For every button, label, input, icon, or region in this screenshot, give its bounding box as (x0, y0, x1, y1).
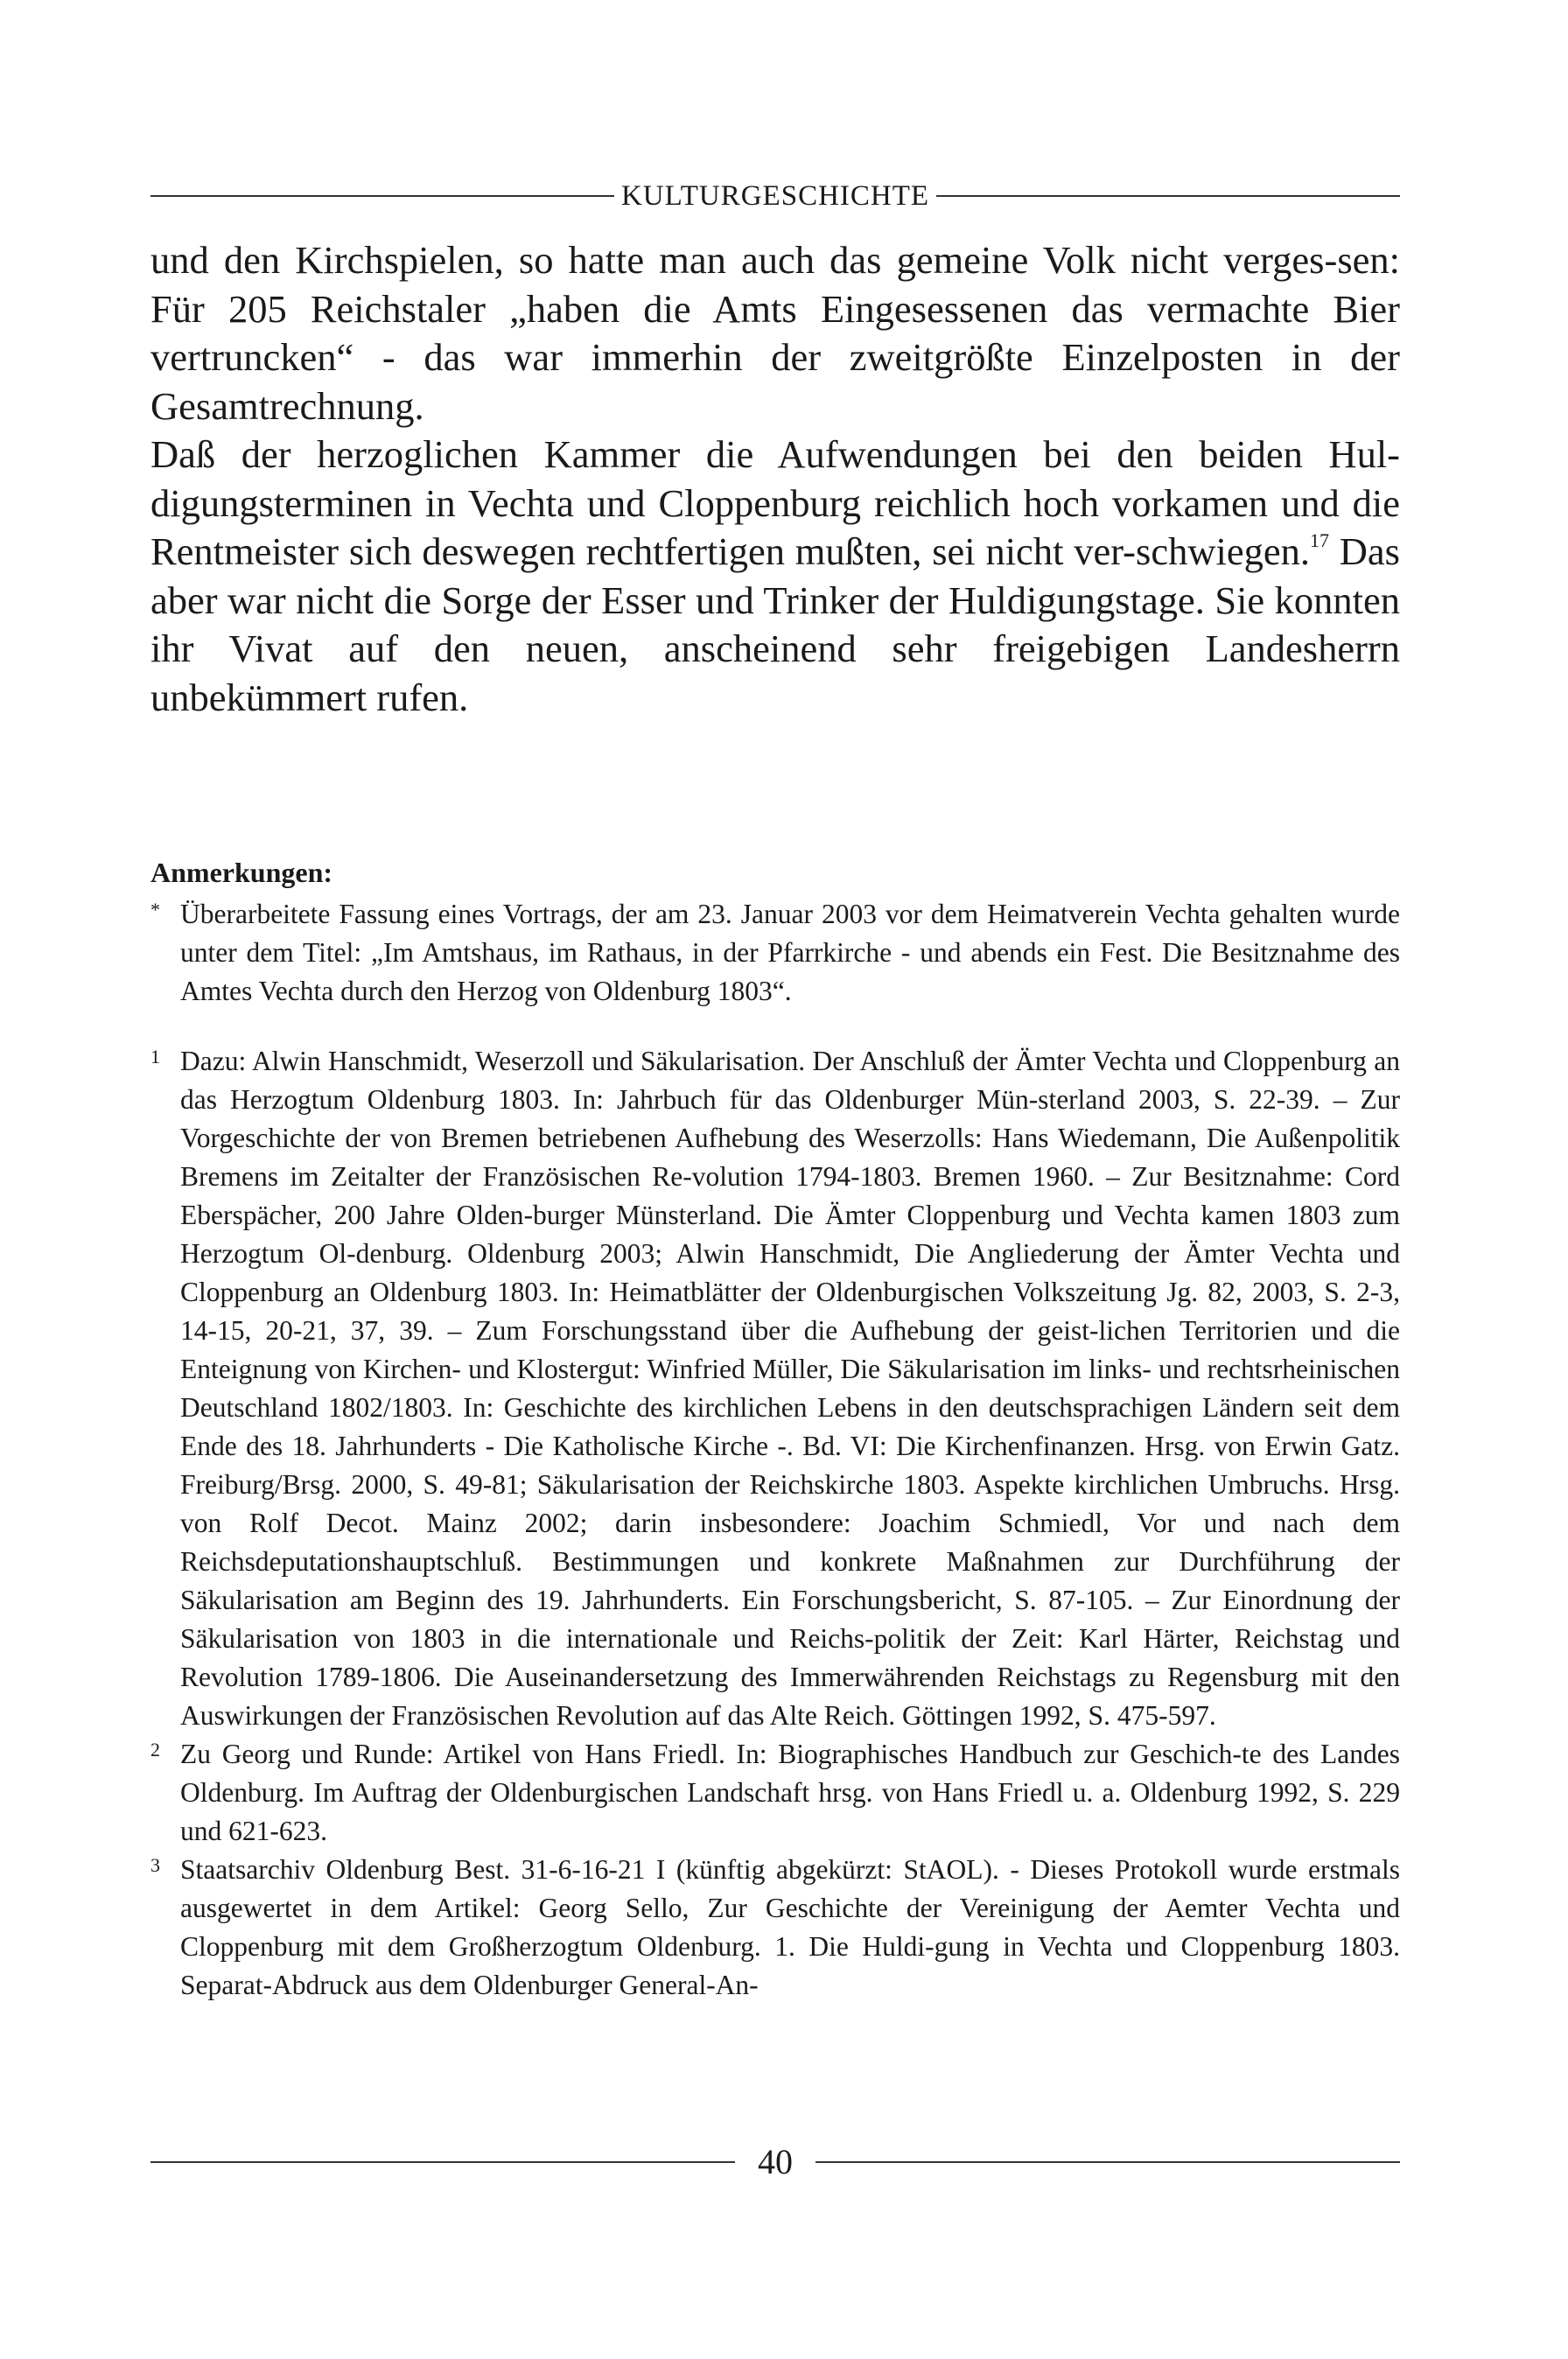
footer-rule-right (816, 2161, 1400, 2163)
note-item-1 (150, 1042, 1400, 1735)
header-rule-right (936, 195, 1400, 197)
body-paragraph-2 (150, 430, 1400, 722)
header-rule-left (150, 195, 614, 197)
note-marker: * (150, 899, 160, 920)
note-text: Zu Georg und Runde: Artikel von Hans Friedl. In: Biographisches Handbuch zur Geschich-te des Landes Oldenburg. Im Auftrag der Oldenburgischen Landschaft hrsg. von Hans Friedl u. a. Oldenburg 1992, S. 229 und 621-623. (180, 1739, 1400, 1846)
main-text (150, 236, 1400, 722)
body-paragraph-2-start: Daß der herzoglichen Kammer die Aufwendungen bei den beiden Hul-digungsterminen in Vechta und Cloppenburg reichlich hoch vorkamen und die Rentmeister sich deswegen rechtfertigen mußten, sei nicht ver-schwiegen. (150, 432, 1400, 573)
notes-heading: Anmerkungen: (150, 857, 333, 888)
running-header (150, 177, 1400, 215)
notes-section (150, 853, 1400, 2005)
body-paragraph-1: und den Kirchspielen, so hatte man auch das gemeine Volk nicht verges-sen: Für 205 Reichstaler „haben die Amts Eingesessenen das vermachte Bier vertruncken“ - das war immerhin der zweitgrößte Einzelposten in der Gesamtrechnung. (150, 238, 1400, 428)
note-marker: 2 (150, 1739, 160, 1760)
note-item-2 (150, 1735, 1400, 1851)
note-item-3 (150, 1851, 1400, 2005)
note-item-asterisk (150, 895, 1400, 1011)
note-text: Staatsarchiv Oldenburg Best. 31-6-16-21 I (künftig abgekürzt: StAOL). - Dieses Protokoll wurde erstmals ausgewertet in dem Artikel: Georg Sello, Zur Geschichte der Vereinigung der Aemter Vechta und Cloppenburg mit dem Großherzogtum Oldenburg. 1. Die Huldi-gung in Vechta und Cloppenburg 1803. Separat-Abdruck aus dem Oldenburger General-An- (180, 1854, 1400, 2000)
note-marker: 3 (150, 1854, 160, 1876)
footnote-reference-17: 17 (1309, 529, 1329, 551)
note-marker: 1 (150, 1046, 160, 1068)
page-footer (150, 2140, 1400, 2184)
page-number: 40 (758, 2142, 793, 2181)
note-text: Überarbeitete Fassung eines Vortrags, der am 23. Januar 2003 vor dem Heimatverein Vechta gehalten wurde unter dem Titel: „Im Amtshaus, im Rathaus, in der Pfarrkirche - und abends ein Fest. Die Besitznahme des Amtes Vechta durch den Herzog von Oldenburg 1803“. (180, 899, 1400, 1006)
footer-rule-left (150, 2161, 735, 2163)
body-paragraph-2-end: Das aber war nicht die Sorge der Esser und Trinker der Huldigungstage. Sie konnten ihr Vivat auf den neuen, anscheinend sehr freigebigen Landesherrn unbekümmert rufen. (150, 529, 1400, 719)
running-header-title: KULTURGESCHICHTE (620, 180, 930, 212)
note-text: Dazu: Alwin Hanschmidt, Weserzoll und Säkularisation. Der Anschluß der Ämter Vechta und Cloppenburg an das Herzogtum Oldenburg 1803. In: Jahrbuch für das Oldenburger Mün-sterland 2003, S. 22-39. – Zur Vorgeschichte der von Bremen betriebenen Aufhebung des Weserzolls: Hans Wiedemann, Die Außenpolitik Bremens im Zeitalter der Französischen Re-volution 1794-1803. Bremen 1960. – Zur Besitznahme: Cord Eberspächer, 200 Jahre Olden-burger Münsterland. Die Ämter Cloppenburg und Vechta kamen 1803 zum Herzogtum Ol-denburg. Oldenburg 2003; Alwin Hanschmidt, Die Angliederung der Ämter Vechta und Cloppenburg an Oldenburg 1803. In: Heimatblätter der Oldenburgischen Volkszeitung Jg. 82, 2003, S. 2-3, 14-15, 20-21, 37, 39. – Zum Forschungsstand über die Aufhebung der geist-lichen Territorien und die Enteignung von Kirchen- und Klostergut: Winfried Müller, Die Säkularisation im links- und rechtsrheinischen Deutschland 1802/1803. In: Geschichte des kirchlichen Lebens in den deutschsprachigen Ländern seit dem Ende des 18. Jahrhunderts - Die Katholische Kirche -. Bd. VI: Die Kirchenfinanzen. Hrsg. von Erwin Gatz. Freiburg/Brsg. 2000, S. 49-81; Säkularisation der Reichskirche 1803. Aspekte kirchlichen Umbruchs. Hrsg. von Rolf Decot. Mainz 2002; darin insbesondere: Joachim Schmiedl, Vor und nach dem Reichsdeputationshauptschluß. Bestimmungen und konkrete Maßnahmen zur Durchführung der Säkularisation am Beginn des 19. Jahrhunderts. Ein Forschungsbericht, S. 87-105. – Zur Einordnung der Säkularisation von 1803 in die internationale und Reichs-politik der Zeit: Karl Härter, Reichstag und Revolution 1789-1806. Die Auseinandersetzung des Immerwährenden Reichstags zu Regensburg mit den Auswirkungen der Französischen Revolution auf das Alte Reich. Göttingen 1992, S. 475-597. (180, 1046, 1400, 1731)
